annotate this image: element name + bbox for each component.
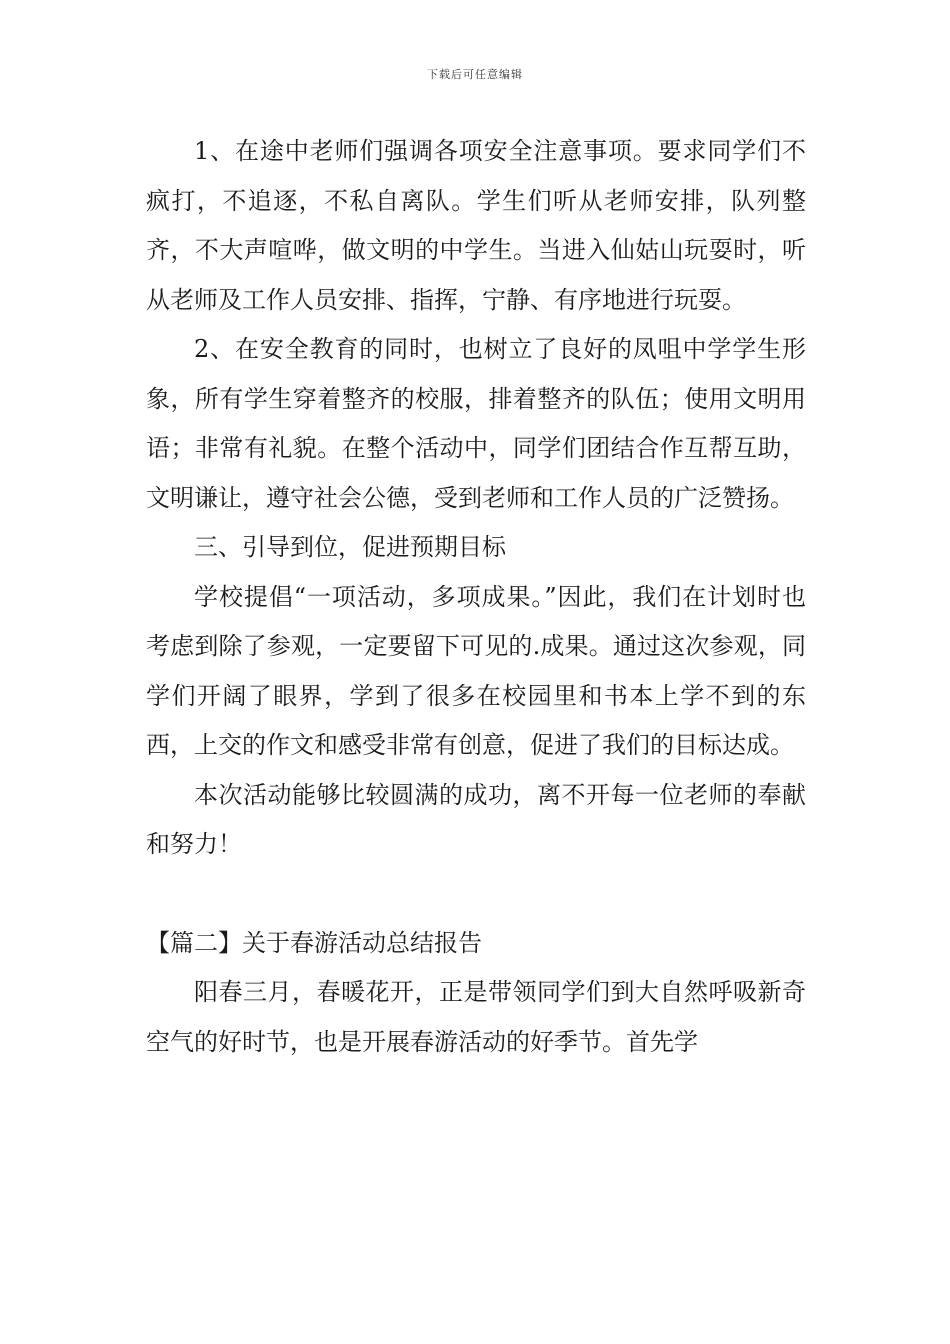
document-body <box>146 127 806 1067</box>
section-heading-three: 三、引导到位，促进预期目标 <box>194 533 506 561</box>
header-note: 下载后可任意编辑 <box>427 68 523 81</box>
paragraph-school-image: 2、在安全教育的同时，也树立了良好的凤咀中学学生形象，所有学生穿着整齐的校服，排着整齐的队伍；使用文明用语；非常有礼貌。在整个活动中，同学们团结合作互帮互助，文明谦让，遵守社会公德，受到老师和工作人员的广泛赞扬。 <box>146 335 806 512</box>
paragraph-thanks: 本次活动能够比较圆满的成功，离不开每一位老师的奉献和努力！ <box>146 780 806 858</box>
paragraph-outcomes: 学校提倡“一项活动，多项成果。”因此，我们在计划时也考虑到除了参观，一定要留下可见的.成果。通过这次参观，同学们开阔了眼界，学到了很多在校园里和书本上学不到的东西，上交的作文和感受非常有创意，促进了我们的目标达成。 <box>146 582 806 759</box>
paragraph-safety-notes: 1、在途中老师们强调各项安全注意事项。要求同学们不疯打，不追逐，不私自离队。学生们听从老师安排，队列整齐，不大声喧哗，做文明的中学生。当进入仙姑山玩耍时，听从老师及工作人员安排、指挥，宁静、有序地进行玩耍。 <box>146 137 806 314</box>
section-gap <box>146 870 806 919</box>
section-title-part-two: 【篇二】关于春游活动总结报告 <box>146 928 482 957</box>
paragraph-spring-intro: 阳春三月，春暖花开，正是带领同学们到大自然呼吸新奇空气的好时节，也是开展春游活动的好季节。首先学 <box>146 978 806 1056</box>
